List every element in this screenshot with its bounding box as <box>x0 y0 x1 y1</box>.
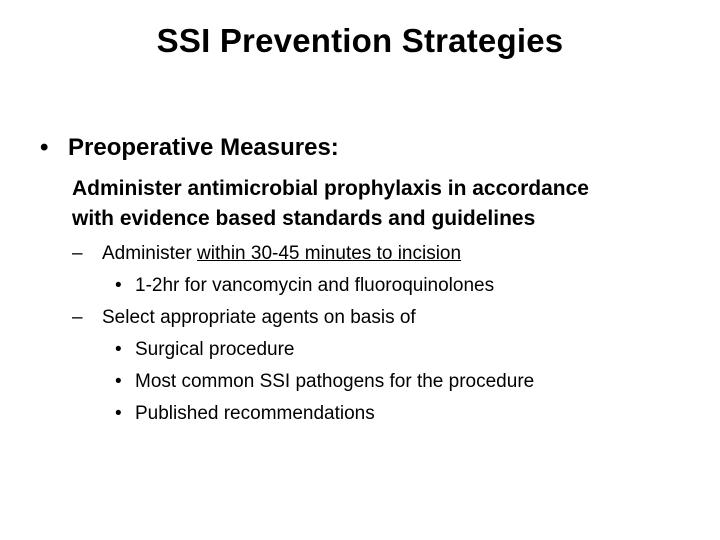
sub-bullet-text: Select appropriate agents on basis of <box>102 307 416 328</box>
sub-sub-bullet-text: Surgical procedure <box>135 339 295 360</box>
bullet-preoperative-measures <box>40 134 339 162</box>
bullet-text: Preoperative Measures: <box>68 134 339 161</box>
sub-sub-bullet-surgical-procedure <box>115 339 294 361</box>
sub-sub-bullet-recommendations <box>115 403 375 425</box>
sub-bullet-administer <box>72 243 461 265</box>
sub-sub-bullet-text: 1-2hr for vancomycin and fluoroquinolones <box>135 275 495 296</box>
underlined-timing: within 30-45 minutes to incision <box>197 243 462 264</box>
sub-sub-bullet-vancomycin <box>115 275 494 297</box>
bullet-marker: • <box>115 275 122 296</box>
sub-bullet-select-agents <box>72 307 416 329</box>
sub-sub-bullet-text: Published recommendations <box>135 403 375 424</box>
sub-bullet-prefix: Administer <box>102 243 198 264</box>
bullet-marker: • <box>115 339 122 360</box>
sub-sub-bullet-text: Most common SSI pathogens for the procedure <box>135 371 535 392</box>
bullet-marker: • <box>115 371 122 392</box>
dash-marker: – <box>72 243 83 264</box>
bullet-marker: • <box>115 403 122 424</box>
dash-marker: – <box>72 307 83 328</box>
bullet-marker: • <box>40 134 49 161</box>
sub-sub-bullet-pathogens <box>115 371 534 393</box>
paragraph-line-2: with evidence based standards and guidelines <box>72 207 536 230</box>
paragraph-line-1: Administer antimicrobial prophylaxis in accordance <box>72 177 589 200</box>
prophylaxis-paragraph <box>72 174 692 234</box>
slide-title: SSI Prevention Strategies <box>156 22 564 59</box>
